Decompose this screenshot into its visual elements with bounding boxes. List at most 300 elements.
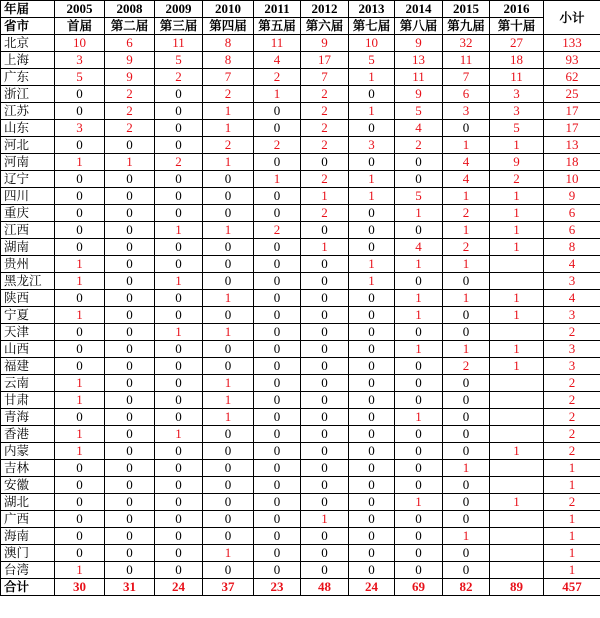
count-cell xyxy=(490,562,544,579)
count-cell: 0 xyxy=(254,239,301,256)
session-header: 第六届 xyxy=(301,18,349,35)
count-cell: 0 xyxy=(254,477,301,494)
count-cell: 2 xyxy=(301,137,349,154)
count-cell: 0 xyxy=(254,528,301,545)
count-cell: 4 xyxy=(443,154,490,171)
count-cell: 2 xyxy=(254,222,301,239)
count-cell: 2 xyxy=(301,86,349,103)
count-cell: 11 xyxy=(490,69,544,86)
count-cell: 1 xyxy=(395,341,443,358)
province-name: 海南 xyxy=(1,528,55,545)
table-row xyxy=(1,290,600,307)
count-cell: 1 xyxy=(443,460,490,477)
province-name: 四川 xyxy=(1,188,55,205)
count-cell: 0 xyxy=(155,545,203,562)
count-cell: 0 xyxy=(105,562,155,579)
table-row xyxy=(1,273,600,290)
province-name: 台湾 xyxy=(1,562,55,579)
count-cell: 0 xyxy=(254,103,301,120)
count-cell: 0 xyxy=(349,358,395,375)
count-cell: 0 xyxy=(105,324,155,341)
count-cell: 0 xyxy=(443,375,490,392)
count-cell: 2 xyxy=(105,120,155,137)
row-subtotal: 6 xyxy=(544,205,600,222)
province-name: 甘肃 xyxy=(1,392,55,409)
count-cell: 0 xyxy=(254,205,301,222)
count-cell: 0 xyxy=(443,443,490,460)
count-cell: 1 xyxy=(254,171,301,188)
count-cell: 0 xyxy=(443,545,490,562)
count-cell: 1 xyxy=(395,307,443,324)
count-cell: 0 xyxy=(443,426,490,443)
count-cell: 0 xyxy=(105,188,155,205)
header-row-years xyxy=(1,1,600,18)
count-cell xyxy=(490,409,544,426)
count-cell: 0 xyxy=(203,341,254,358)
count-cell: 0 xyxy=(443,511,490,528)
count-cell: 0 xyxy=(349,477,395,494)
count-cell: 5 xyxy=(349,52,395,69)
count-cell: 1 xyxy=(443,137,490,154)
subtotal-header: 小计 xyxy=(544,1,600,35)
count-cell: 0 xyxy=(155,103,203,120)
province-name: 辽宁 xyxy=(1,171,55,188)
count-cell: 1 xyxy=(395,494,443,511)
count-cell: 1 xyxy=(55,154,105,171)
count-cell xyxy=(490,375,544,392)
table-row xyxy=(1,52,600,69)
count-cell: 1 xyxy=(203,222,254,239)
table-row xyxy=(1,392,600,409)
count-cell: 7 xyxy=(301,69,349,86)
count-cell: 0 xyxy=(155,290,203,307)
count-cell: 0 xyxy=(254,460,301,477)
count-cell: 27 xyxy=(490,35,544,52)
count-cell: 1 xyxy=(155,324,203,341)
count-cell: 0 xyxy=(105,273,155,290)
count-cell: 0 xyxy=(105,205,155,222)
count-cell: 2 xyxy=(254,69,301,86)
column-total: 82 xyxy=(443,579,490,596)
count-cell xyxy=(490,273,544,290)
count-cell: 0 xyxy=(55,137,105,154)
count-cell: 1 xyxy=(55,443,105,460)
count-cell xyxy=(490,324,544,341)
count-cell: 1 xyxy=(490,222,544,239)
count-cell: 2 xyxy=(395,137,443,154)
count-cell: 1 xyxy=(203,324,254,341)
count-cell: 1 xyxy=(55,307,105,324)
count-cell: 2 xyxy=(443,205,490,222)
province-name: 广东 xyxy=(1,69,55,86)
count-cell: 0 xyxy=(105,528,155,545)
column-total: 23 xyxy=(254,579,301,596)
count-cell: 0 xyxy=(395,528,443,545)
count-cell: 4 xyxy=(395,239,443,256)
count-cell: 3 xyxy=(55,52,105,69)
count-cell: 3 xyxy=(349,137,395,154)
count-cell: 1 xyxy=(203,120,254,137)
count-cell: 0 xyxy=(395,545,443,562)
count-cell: 6 xyxy=(443,86,490,103)
count-cell: 0 xyxy=(301,409,349,426)
row-subtotal: 3 xyxy=(544,273,600,290)
count-cell: 1 xyxy=(395,256,443,273)
count-cell: 1 xyxy=(490,341,544,358)
count-cell: 0 xyxy=(301,256,349,273)
count-cell: 0 xyxy=(443,392,490,409)
count-cell: 0 xyxy=(105,460,155,477)
count-cell: 3 xyxy=(443,103,490,120)
year-header: 2005 xyxy=(55,1,105,18)
count-cell: 0 xyxy=(155,137,203,154)
table-row xyxy=(1,256,600,273)
table-row xyxy=(1,188,600,205)
count-cell: 0 xyxy=(55,103,105,120)
count-cell xyxy=(490,426,544,443)
year-header: 2015 xyxy=(443,1,490,18)
table-row xyxy=(1,35,600,52)
province-name: 青海 xyxy=(1,409,55,426)
row-subtotal: 4 xyxy=(544,256,600,273)
count-cell: 6 xyxy=(105,35,155,52)
count-cell: 9 xyxy=(395,86,443,103)
session-header: 第五届 xyxy=(254,18,301,35)
count-cell: 9 xyxy=(395,35,443,52)
count-cell: 1 xyxy=(203,545,254,562)
count-cell: 0 xyxy=(203,273,254,290)
count-cell: 1 xyxy=(443,528,490,545)
count-cell: 1 xyxy=(155,222,203,239)
count-cell: 1 xyxy=(443,188,490,205)
count-cell: 0 xyxy=(55,171,105,188)
count-cell: 0 xyxy=(301,545,349,562)
count-cell: 0 xyxy=(105,171,155,188)
table-row xyxy=(1,409,600,426)
count-cell: 1 xyxy=(203,103,254,120)
count-cell: 0 xyxy=(55,188,105,205)
table-row xyxy=(1,562,600,579)
count-cell: 0 xyxy=(254,154,301,171)
count-cell: 0 xyxy=(55,511,105,528)
table-row xyxy=(1,120,600,137)
count-cell: 0 xyxy=(349,545,395,562)
count-cell: 7 xyxy=(203,69,254,86)
row-subtotal: 4 xyxy=(544,290,600,307)
count-cell: 0 xyxy=(395,324,443,341)
count-cell: 0 xyxy=(55,477,105,494)
count-cell: 0 xyxy=(301,460,349,477)
count-cell: 0 xyxy=(349,120,395,137)
province-name: 云南 xyxy=(1,375,55,392)
count-cell: 0 xyxy=(155,86,203,103)
count-cell: 10 xyxy=(55,35,105,52)
row-subtotal: 17 xyxy=(544,103,600,120)
count-cell: 0 xyxy=(395,460,443,477)
count-cell: 0 xyxy=(349,307,395,324)
count-cell: 0 xyxy=(395,273,443,290)
count-cell: 1 xyxy=(349,273,395,290)
count-cell: 2 xyxy=(203,86,254,103)
count-cell: 0 xyxy=(349,154,395,171)
count-cell: 1 xyxy=(155,273,203,290)
count-cell: 0 xyxy=(203,205,254,222)
count-cell: 0 xyxy=(55,290,105,307)
count-cell: 10 xyxy=(349,35,395,52)
count-cell: 0 xyxy=(254,562,301,579)
table-row xyxy=(1,69,600,86)
count-cell: 0 xyxy=(443,324,490,341)
count-cell xyxy=(490,256,544,273)
row-subtotal: 13 xyxy=(544,137,600,154)
count-cell: 0 xyxy=(301,290,349,307)
count-cell: 1 xyxy=(490,205,544,222)
count-cell xyxy=(490,460,544,477)
count-cell: 1 xyxy=(155,426,203,443)
row-subtotal: 17 xyxy=(544,120,600,137)
count-cell: 2 xyxy=(443,358,490,375)
count-cell: 1 xyxy=(55,256,105,273)
count-cell: 0 xyxy=(105,392,155,409)
row-subtotal: 133 xyxy=(544,35,600,52)
count-cell: 1 xyxy=(55,273,105,290)
count-cell: 0 xyxy=(105,409,155,426)
count-cell: 0 xyxy=(349,324,395,341)
session-header: 第九届 xyxy=(443,18,490,35)
count-cell: 0 xyxy=(254,545,301,562)
count-cell: 8 xyxy=(203,35,254,52)
count-cell: 0 xyxy=(155,256,203,273)
header-row-sessions xyxy=(1,18,600,35)
count-cell: 0 xyxy=(55,324,105,341)
count-cell: 0 xyxy=(155,375,203,392)
year-header: 2013 xyxy=(349,1,395,18)
count-cell: 0 xyxy=(301,273,349,290)
year-header: 2014 xyxy=(395,1,443,18)
row-subtotal: 6 xyxy=(544,222,600,239)
session-header: 第三届 xyxy=(155,18,203,35)
count-cell: 9 xyxy=(301,35,349,52)
count-cell: 0 xyxy=(254,443,301,460)
count-cell: 0 xyxy=(105,545,155,562)
count-cell: 1 xyxy=(105,154,155,171)
count-cell: 1 xyxy=(203,375,254,392)
province-name: 黑龙江 xyxy=(1,273,55,290)
count-cell: 1 xyxy=(203,409,254,426)
count-cell: 2 xyxy=(443,239,490,256)
count-cell: 1 xyxy=(490,358,544,375)
count-cell: 1 xyxy=(254,86,301,103)
count-cell: 0 xyxy=(254,324,301,341)
count-cell: 0 xyxy=(203,171,254,188)
count-cell: 1 xyxy=(349,171,395,188)
count-cell: 1 xyxy=(395,290,443,307)
count-cell: 0 xyxy=(203,528,254,545)
count-cell: 13 xyxy=(395,52,443,69)
count-cell: 0 xyxy=(301,528,349,545)
count-cell: 1 xyxy=(490,307,544,324)
count-cell: 0 xyxy=(254,256,301,273)
province-name: 宁夏 xyxy=(1,307,55,324)
province-name: 江西 xyxy=(1,222,55,239)
count-cell: 0 xyxy=(155,307,203,324)
count-cell: 1 xyxy=(349,256,395,273)
count-cell: 0 xyxy=(349,494,395,511)
count-cell: 5 xyxy=(55,69,105,86)
count-cell: 2 xyxy=(301,120,349,137)
count-cell: 0 xyxy=(443,562,490,579)
count-cell: 1 xyxy=(490,239,544,256)
column-total: 30 xyxy=(55,579,105,596)
row-subtotal: 2 xyxy=(544,443,600,460)
count-cell: 0 xyxy=(155,171,203,188)
count-cell: 0 xyxy=(203,562,254,579)
count-cell: 0 xyxy=(254,392,301,409)
count-cell: 1 xyxy=(301,239,349,256)
count-cell: 0 xyxy=(443,494,490,511)
row-subtotal: 18 xyxy=(544,154,600,171)
row-subtotal: 93 xyxy=(544,52,600,69)
table-row xyxy=(1,443,600,460)
count-cell: 11 xyxy=(155,35,203,52)
count-cell: 0 xyxy=(155,358,203,375)
count-cell: 0 xyxy=(155,188,203,205)
column-total: 89 xyxy=(490,579,544,596)
count-cell: 1 xyxy=(349,69,395,86)
count-cell xyxy=(490,477,544,494)
count-cell: 3 xyxy=(490,103,544,120)
count-cell: 4 xyxy=(443,171,490,188)
province-name: 河北 xyxy=(1,137,55,154)
grand-total: 457 xyxy=(544,579,600,596)
count-cell: 0 xyxy=(105,137,155,154)
province-name: 北京 xyxy=(1,35,55,52)
year-header: 2010 xyxy=(203,1,254,18)
row-subtotal: 1 xyxy=(544,511,600,528)
count-cell: 1 xyxy=(55,426,105,443)
count-cell: 0 xyxy=(155,562,203,579)
province-name: 山西 xyxy=(1,341,55,358)
count-cell: 1 xyxy=(490,188,544,205)
count-cell: 2 xyxy=(105,103,155,120)
count-cell: 0 xyxy=(55,409,105,426)
table-body xyxy=(1,1,600,596)
count-cell: 4 xyxy=(254,52,301,69)
count-cell: 0 xyxy=(301,426,349,443)
count-cell: 11 xyxy=(395,69,443,86)
session-header: 第四届 xyxy=(203,18,254,35)
province-name: 福建 xyxy=(1,358,55,375)
count-cell: 0 xyxy=(301,494,349,511)
province-name: 湖北 xyxy=(1,494,55,511)
count-cell: 0 xyxy=(395,562,443,579)
count-cell: 0 xyxy=(395,222,443,239)
year-header: 2016 xyxy=(490,1,544,18)
table-row xyxy=(1,103,600,120)
count-cell: 0 xyxy=(443,120,490,137)
count-cell: 1 xyxy=(301,511,349,528)
count-cell: 0 xyxy=(155,443,203,460)
count-cell: 9 xyxy=(105,69,155,86)
count-cell: 3 xyxy=(490,86,544,103)
count-cell: 0 xyxy=(301,392,349,409)
session-header: 第七届 xyxy=(349,18,395,35)
count-cell: 0 xyxy=(301,222,349,239)
table-row xyxy=(1,137,600,154)
count-cell: 0 xyxy=(203,256,254,273)
count-cell: 0 xyxy=(395,511,443,528)
count-cell: 1 xyxy=(443,290,490,307)
count-cell: 17 xyxy=(301,52,349,69)
row-subtotal: 9 xyxy=(544,188,600,205)
count-cell: 0 xyxy=(155,392,203,409)
column-total: 24 xyxy=(155,579,203,596)
count-cell: 0 xyxy=(254,511,301,528)
count-cell: 1 xyxy=(349,188,395,205)
count-cell: 0 xyxy=(254,307,301,324)
count-cell: 0 xyxy=(203,188,254,205)
count-cell: 0 xyxy=(349,392,395,409)
count-cell: 0 xyxy=(203,443,254,460)
count-cell: 0 xyxy=(55,86,105,103)
count-cell: 0 xyxy=(301,154,349,171)
count-cell: 1 xyxy=(443,222,490,239)
province-name: 重庆 xyxy=(1,205,55,222)
year-header: 2012 xyxy=(301,1,349,18)
province-name: 安徽 xyxy=(1,477,55,494)
count-cell: 1 xyxy=(55,375,105,392)
province-name: 湖南 xyxy=(1,239,55,256)
count-cell: 0 xyxy=(254,409,301,426)
count-cell xyxy=(490,545,544,562)
count-cell: 1 xyxy=(55,562,105,579)
count-cell: 2 xyxy=(490,171,544,188)
province-name: 内蒙 xyxy=(1,443,55,460)
count-cell: 0 xyxy=(349,528,395,545)
count-cell: 3 xyxy=(55,120,105,137)
row-subtotal: 1 xyxy=(544,562,600,579)
count-cell: 0 xyxy=(55,494,105,511)
count-cell: 0 xyxy=(105,511,155,528)
column-total: 24 xyxy=(349,579,395,596)
count-cell: 11 xyxy=(254,35,301,52)
count-cell: 0 xyxy=(349,205,395,222)
count-cell: 0 xyxy=(55,358,105,375)
province-name: 香港 xyxy=(1,426,55,443)
count-cell: 0 xyxy=(301,477,349,494)
row-subtotal: 1 xyxy=(544,477,600,494)
count-cell: 0 xyxy=(349,426,395,443)
count-cell: 0 xyxy=(254,290,301,307)
count-cell: 0 xyxy=(105,239,155,256)
count-cell: 0 xyxy=(203,477,254,494)
count-cell: 0 xyxy=(55,545,105,562)
totals-row xyxy=(1,579,600,596)
count-cell: 1 xyxy=(203,154,254,171)
count-cell: 2 xyxy=(301,205,349,222)
count-cell xyxy=(490,392,544,409)
count-cell: 0 xyxy=(301,562,349,579)
count-cell: 0 xyxy=(105,477,155,494)
count-cell: 7 xyxy=(443,69,490,86)
count-cell: 0 xyxy=(203,307,254,324)
year-header: 2011 xyxy=(254,1,301,18)
count-cell: 0 xyxy=(301,324,349,341)
count-cell: 0 xyxy=(349,409,395,426)
count-cell: 0 xyxy=(203,426,254,443)
count-cell: 0 xyxy=(55,205,105,222)
count-cell: 1 xyxy=(395,205,443,222)
